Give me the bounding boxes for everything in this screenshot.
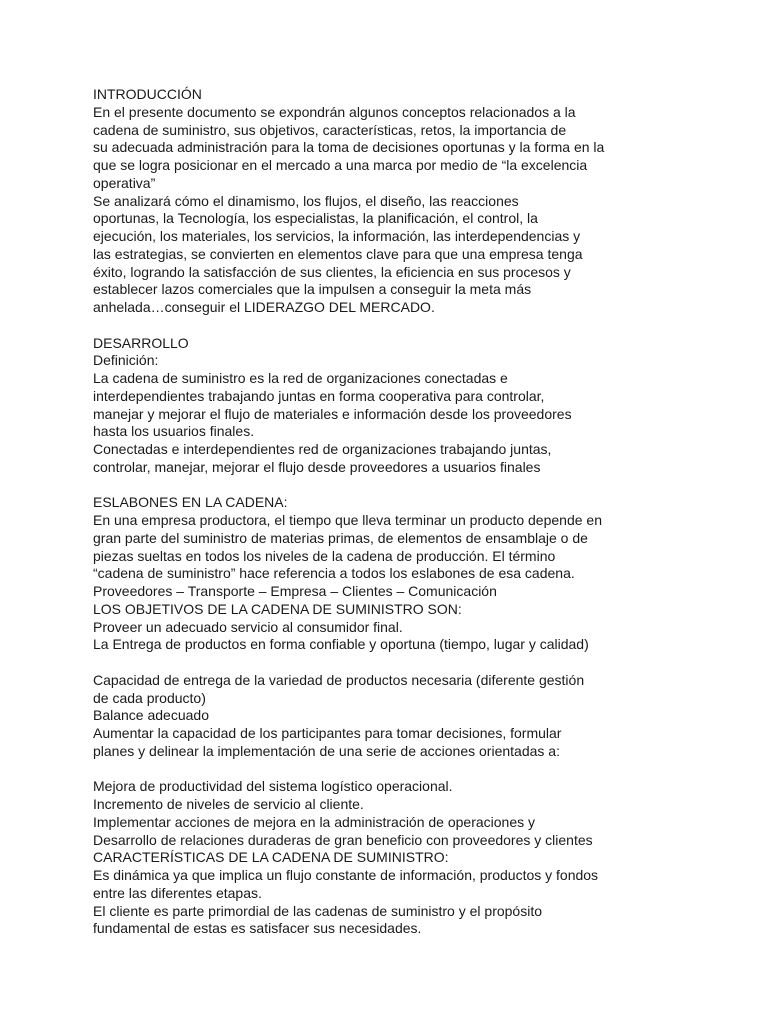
text-line: establecer lazos comerciales que la impulsen a conseguir la meta más — [93, 281, 532, 298]
text-line: CARACTERÍSTICAS DE LA CADENA DE SUMINISTRO: — [93, 849, 449, 866]
text-line: oportunas, la Tecnología, los especialistas, la planificación, el control, la — [93, 210, 538, 227]
text-line: entre las diferentes etapas. — [93, 884, 262, 901]
text-line: Mejora de productividad del sistema logístico operacional. — [93, 778, 453, 795]
text-line: ESLABONES EN LA CADENA: — [93, 494, 288, 511]
text-line: que se logra posicionar en el mercado a una marca por medio de “la excelencia — [93, 157, 588, 173]
text-line: ejecución, los materiales, los servicios, la información, las interdependencias y — [93, 228, 581, 244]
text-line: planes y delinear la implementación de una serie de acciones orientadas a: — [93, 742, 560, 759]
text-line: Definición: — [93, 352, 159, 369]
text-line: interdependientes trabajando juntas en forma cooperativa para controlar, — [93, 387, 545, 404]
text-line: Proveedores – Transporte – Empresa – Clientes – Comunicación — [93, 583, 497, 599]
text-line: Conectadas e interdependientes red de organizaciones trabajando juntas, — [93, 441, 552, 457]
blank-line — [93, 477, 693, 495]
text-line: piezas sueltas en todos los niveles de la cadena de producción. El término — [93, 547, 556, 564]
text-line: manejar y mejorar el flujo de materiales e información desde los proveedores — [93, 405, 572, 422]
blank-line — [93, 317, 693, 335]
text-line: controlar, manejar, mejorar el flujo desde proveedores a usuarios finales — [93, 458, 541, 475]
text-line: anhelada…conseguir el LIDERAZGO DEL MERCADO. — [93, 299, 435, 315]
text-line: las estrategias, se convierten en elementos clave para que una empresa tenga — [93, 245, 583, 262]
text-line: En una empresa productora, el tiempo que lleva terminar un producto depende en — [93, 512, 602, 528]
text-line: La cadena de suministro es la red de organizaciones conectadas e — [93, 370, 508, 386]
text-line: La Entrega de productos en forma confiable y oportuna (tiempo, lugar y calidad) — [93, 636, 589, 653]
text-line: cadena de suministro, sus objetivos, características, retos, la importancia de — [93, 121, 567, 138]
text-line: gran parte del suministro de materias primas, de elementos de ensamblaje o de — [93, 529, 588, 546]
text-line: “cadena de suministro” hace referencia a todos los eslabones de esa cadena. — [93, 565, 575, 582]
text-line: LOS OBJETIVOS DE LA CADENA DE SUMINISTRO SON: — [93, 600, 462, 617]
text-line: hasta los usuarios finales. — [93, 423, 255, 440]
text-line: En el presente documento se expondrán algunos conceptos relacionados a la — [93, 103, 576, 120]
text-line: fundamental de estas es satisfacer sus necesidades. — [93, 920, 422, 937]
text-line: INTRODUCCIÓN — [93, 86, 202, 102]
document-body — [93, 86, 693, 938]
text-line: Aumentar la capacidad de los participantes para tomar decisiones, formular — [93, 725, 562, 741]
text-line: Se analizará cómo el dinamismo, los flujos, el diseño, las reacciones — [93, 192, 519, 209]
blank-line — [93, 761, 693, 779]
text-line: su adecuada administración para la toma de decisiones oportunas y la forma en la — [93, 139, 605, 156]
text-line: Balance adecuado — [93, 707, 209, 724]
text-line: Desarrollo de relaciones duraderas de gran beneficio con proveedores y clientes — [93, 831, 593, 848]
text-line: éxito, logrando la satisfacción de sus clientes, la eficiencia en sus procesos y — [93, 263, 571, 280]
text-line: operativa” — [93, 174, 156, 191]
text-line: Implementar acciones de mejora en la administración de operaciones y — [93, 813, 536, 830]
blank-line — [93, 654, 693, 672]
text-line: Incremento de niveles de servicio al cliente. — [93, 796, 364, 812]
text-line: Capacidad de entrega de la variedad de productos necesaria (diferente gestión — [93, 671, 585, 688]
text-line: de cada producto) — [93, 689, 206, 706]
text-line: Es dinámica ya que implica un flujo constante de información, productos y fondos — [93, 867, 599, 883]
text-line: DESARROLLO — [93, 334, 189, 351]
text-line: Proveer un adecuado servicio al consumidor final. — [93, 618, 403, 635]
text-line: El cliente es parte primordial de las cadenas de suministro y el propósito — [93, 902, 543, 919]
